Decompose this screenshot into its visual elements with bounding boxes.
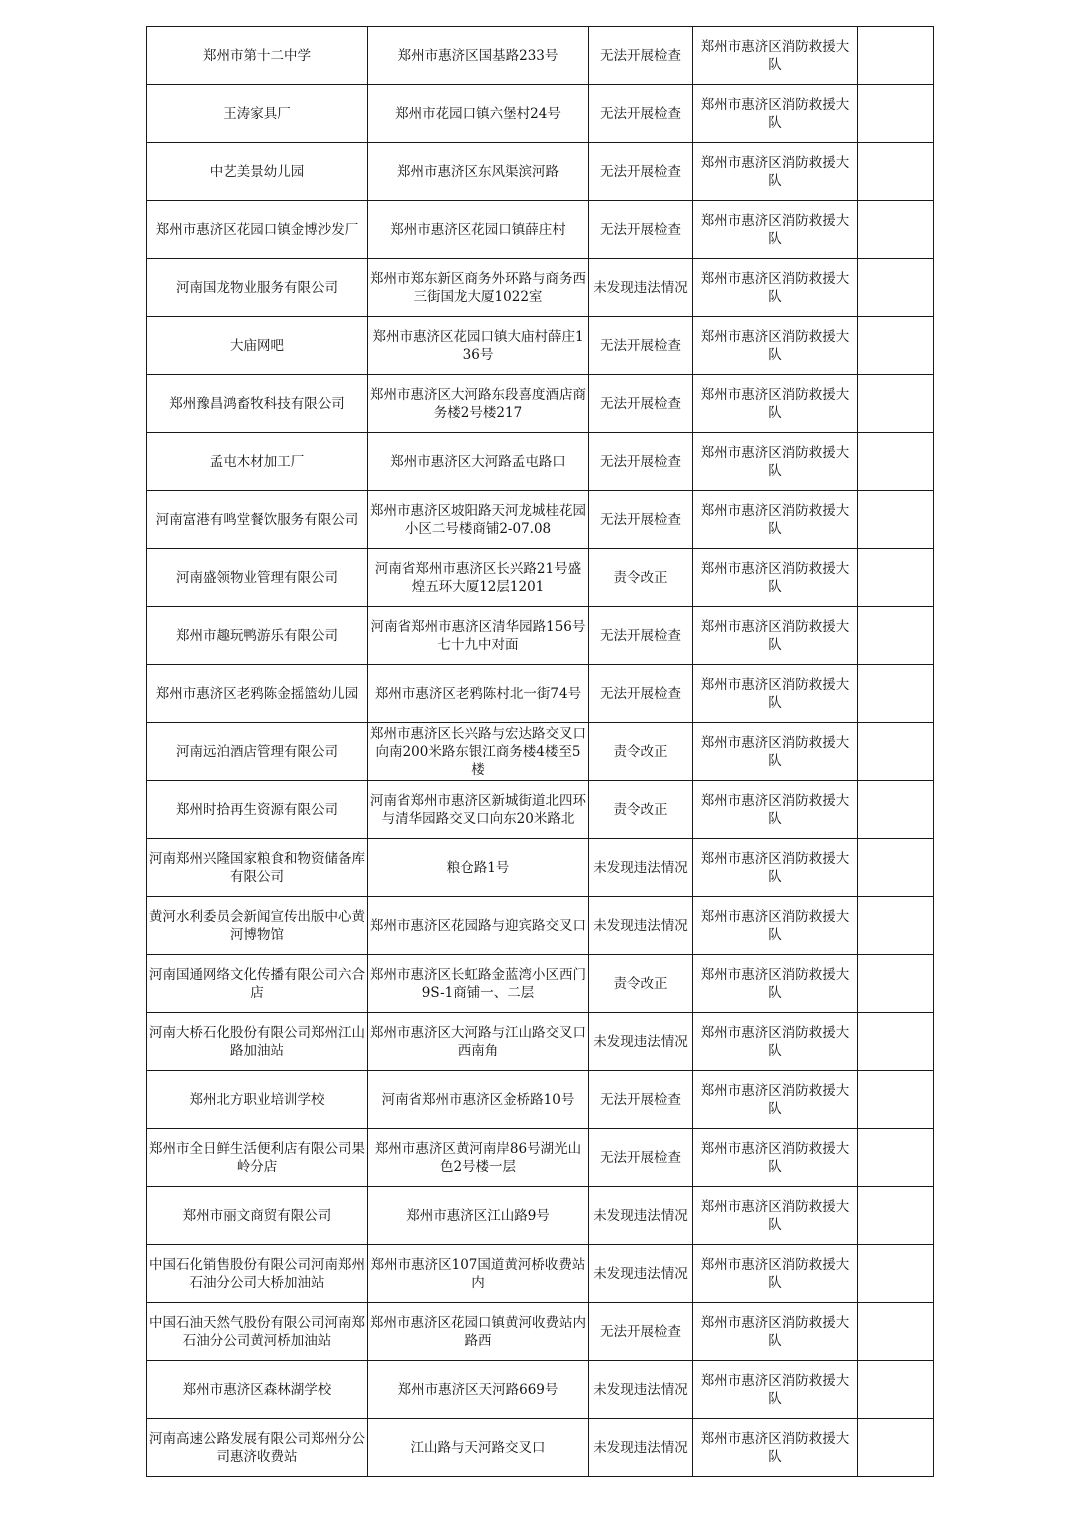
address-cell: 粮仓路1号 xyxy=(368,839,589,897)
table-row xyxy=(147,955,934,1013)
unit-name-cell: 王涛家具厂 xyxy=(147,85,368,143)
inspection-result-cell: 未发现违法情况 xyxy=(589,1187,693,1245)
note-cell xyxy=(858,27,934,85)
address-cell: 郑州市惠济区花园口镇黄河收费站内路西 xyxy=(368,1303,589,1361)
note-cell xyxy=(858,1245,934,1303)
table-row xyxy=(147,549,934,607)
inspection-result-cell: 无法开展检查 xyxy=(589,665,693,723)
table-row xyxy=(147,1361,934,1419)
note-cell xyxy=(858,839,934,897)
department-cell: 郑州市惠济区消防救援大队 xyxy=(693,433,858,491)
table-row xyxy=(147,143,934,201)
inspection-result-cell: 无法开展检查 xyxy=(589,27,693,85)
department-cell: 郑州市惠济区消防救援大队 xyxy=(693,491,858,549)
table-row xyxy=(147,1071,934,1129)
address-cell: 郑州市惠济区江山路9号 xyxy=(368,1187,589,1245)
note-cell xyxy=(858,665,934,723)
inspection-result-cell: 无法开展检查 xyxy=(589,607,693,665)
note-cell xyxy=(858,781,934,839)
inspection-result-cell: 无法开展检查 xyxy=(589,201,693,259)
address-cell: 河南省郑州市惠济区长兴路21号盛煌五环大厦12层1201 xyxy=(368,549,589,607)
department-cell: 郑州市惠济区消防救援大队 xyxy=(693,1419,858,1477)
unit-name-cell: 河南富港有鸣堂餐饮服务有限公司 xyxy=(147,491,368,549)
address-cell: 郑州市郑东新区商务外环路与商务西三街国龙大厦1022室 xyxy=(368,259,589,317)
department-cell: 郑州市惠济区消防救援大队 xyxy=(693,85,858,143)
unit-name-cell: 河南远泊酒店管理有限公司 xyxy=(147,723,368,781)
unit-name-cell: 河南国通网络文化传播有限公司六合店 xyxy=(147,955,368,1013)
department-cell: 郑州市惠济区消防救援大队 xyxy=(693,259,858,317)
table-row xyxy=(147,85,934,143)
table-row xyxy=(147,781,934,839)
inspection-result-cell: 未发现违法情况 xyxy=(589,839,693,897)
address-cell: 郑州市惠济区107国道黄河桥收费站内 xyxy=(368,1245,589,1303)
department-cell: 郑州市惠济区消防救援大队 xyxy=(693,1303,858,1361)
table-row xyxy=(147,491,934,549)
unit-name-cell: 郑州市全日鲜生活便利店有限公司果岭分店 xyxy=(147,1129,368,1187)
note-cell xyxy=(858,317,934,375)
address-cell: 河南省郑州市惠济区新城街道北四环与清华园路交叉口向东20米路北 xyxy=(368,781,589,839)
note-cell xyxy=(858,1303,934,1361)
inspection-result-cell: 责令改正 xyxy=(589,549,693,607)
unit-name-cell: 郑州市惠济区花园口镇金博沙发厂 xyxy=(147,201,368,259)
inspection-result-cell: 无法开展检查 xyxy=(589,85,693,143)
department-cell: 郑州市惠济区消防救援大队 xyxy=(693,665,858,723)
note-cell xyxy=(858,1071,934,1129)
address-cell: 郑州市花园口镇六堡村24号 xyxy=(368,85,589,143)
note-cell xyxy=(858,375,934,433)
note-cell xyxy=(858,897,934,955)
inspection-result-cell: 未发现违法情况 xyxy=(589,1361,693,1419)
department-cell: 郑州市惠济区消防救援大队 xyxy=(693,1013,858,1071)
note-cell xyxy=(858,201,934,259)
note-cell xyxy=(858,723,934,781)
address-cell: 郑州市惠济区东风渠滨河路 xyxy=(368,143,589,201)
address-cell: 郑州市惠济区老鸦陈村北一街74号 xyxy=(368,665,589,723)
note-cell xyxy=(858,1129,934,1187)
inspection-result-cell: 无法开展检查 xyxy=(589,491,693,549)
unit-name-cell: 中国石油天然气股份有限公司河南郑石油分公司黄河桥加油站 xyxy=(147,1303,368,1361)
table-row xyxy=(147,201,934,259)
table-row xyxy=(147,1013,934,1071)
inspection-result-cell: 责令改正 xyxy=(589,723,693,781)
address-cell: 河南省郑州市惠济区金桥路10号 xyxy=(368,1071,589,1129)
note-cell xyxy=(858,1187,934,1245)
inspection-result-cell: 责令改正 xyxy=(589,955,693,1013)
department-cell: 郑州市惠济区消防救援大队 xyxy=(693,1361,858,1419)
department-cell: 郑州市惠济区消防救援大队 xyxy=(693,839,858,897)
note-cell xyxy=(858,1419,934,1477)
unit-name-cell: 河南郑州兴隆国家粮食和物资储备库有限公司 xyxy=(147,839,368,897)
department-cell: 郑州市惠济区消防救援大队 xyxy=(693,781,858,839)
department-cell: 郑州市惠济区消防救援大队 xyxy=(693,955,858,1013)
inspection-result-cell: 未发现违法情况 xyxy=(589,259,693,317)
note-cell xyxy=(858,549,934,607)
department-cell: 郑州市惠济区消防救援大队 xyxy=(693,723,858,781)
department-cell: 郑州市惠济区消防救援大队 xyxy=(693,1129,858,1187)
note-cell xyxy=(858,491,934,549)
inspection-result-cell: 未发现违法情况 xyxy=(589,1419,693,1477)
unit-name-cell: 大庙网吧 xyxy=(147,317,368,375)
department-cell: 郑州市惠济区消防救援大队 xyxy=(693,375,858,433)
address-cell: 郑州市惠济区大河路孟屯路口 xyxy=(368,433,589,491)
address-cell: 郑州市惠济区坡阳路天河龙城桂花园小区二号楼商铺2-07.08 xyxy=(368,491,589,549)
unit-name-cell: 郑州豫昌鸿畜牧科技有限公司 xyxy=(147,375,368,433)
inspection-result-cell: 无法开展检查 xyxy=(589,375,693,433)
table-row xyxy=(147,1419,934,1477)
note-cell xyxy=(858,607,934,665)
unit-name-cell: 河南盛领物业管理有限公司 xyxy=(147,549,368,607)
department-cell: 郑州市惠济区消防救援大队 xyxy=(693,27,858,85)
department-cell: 郑州市惠济区消防救援大队 xyxy=(693,1071,858,1129)
unit-name-cell: 中国石化销售股份有限公司河南郑州石油分公司大桥加油站 xyxy=(147,1245,368,1303)
unit-name-cell: 郑州市趣玩鸭游乐有限公司 xyxy=(147,607,368,665)
unit-name-cell: 郑州时拾再生资源有限公司 xyxy=(147,781,368,839)
note-cell xyxy=(858,143,934,201)
table-row xyxy=(147,259,934,317)
table-row xyxy=(147,27,934,85)
inspection-result-cell: 责令改正 xyxy=(589,781,693,839)
address-cell: 郑州市惠济区长虹路金蓝湾小区西门9S-1商铺一、二层 xyxy=(368,955,589,1013)
table-row xyxy=(147,665,934,723)
inspection-result-cell: 无法开展检查 xyxy=(589,1129,693,1187)
address-cell: 郑州市惠济区花园路与迎宾路交叉口 xyxy=(368,897,589,955)
inspection-results-table xyxy=(146,26,934,1477)
table-row xyxy=(147,1245,934,1303)
address-cell: 郑州市惠济区花园口镇大庙村薛庄136号 xyxy=(368,317,589,375)
department-cell: 郑州市惠济区消防救援大队 xyxy=(693,897,858,955)
address-cell: 郑州市惠济区花园口镇薛庄村 xyxy=(368,201,589,259)
unit-name-cell: 郑州市丽文商贸有限公司 xyxy=(147,1187,368,1245)
table-row xyxy=(147,317,934,375)
inspection-result-cell: 未发现违法情况 xyxy=(589,1245,693,1303)
table-row xyxy=(147,839,934,897)
inspection-result-cell: 无法开展检查 xyxy=(589,433,693,491)
unit-name-cell: 郑州市惠济区森林湖学校 xyxy=(147,1361,368,1419)
unit-name-cell: 中艺美景幼儿园 xyxy=(147,143,368,201)
note-cell xyxy=(858,955,934,1013)
table-row xyxy=(147,1129,934,1187)
unit-name-cell: 河南高速公路发展有限公司郑州分公司惠济收费站 xyxy=(147,1419,368,1477)
address-cell: 郑州市惠济区黄河南岸86号湖光山色2号楼一层 xyxy=(368,1129,589,1187)
address-cell: 江山路与天河路交叉口 xyxy=(368,1419,589,1477)
unit-name-cell: 河南大桥石化股份有限公司郑州江山路加油站 xyxy=(147,1013,368,1071)
department-cell: 郑州市惠济区消防救援大队 xyxy=(693,317,858,375)
note-cell xyxy=(858,1361,934,1419)
table-row xyxy=(147,897,934,955)
note-cell xyxy=(858,85,934,143)
unit-name-cell: 郑州市惠济区老鸦陈金摇篮幼儿园 xyxy=(147,665,368,723)
table-row xyxy=(147,1303,934,1361)
inspection-result-cell: 无法开展检查 xyxy=(589,143,693,201)
address-cell: 郑州市惠济区国基路233号 xyxy=(368,27,589,85)
table-row xyxy=(147,433,934,491)
note-cell xyxy=(858,259,934,317)
department-cell: 郑州市惠济区消防救援大队 xyxy=(693,201,858,259)
table-row xyxy=(147,607,934,665)
department-cell: 郑州市惠济区消防救援大队 xyxy=(693,143,858,201)
table-row xyxy=(147,723,934,781)
department-cell: 郑州市惠济区消防救援大队 xyxy=(693,607,858,665)
department-cell: 郑州市惠济区消防救援大队 xyxy=(693,549,858,607)
inspection-result-cell: 未发现违法情况 xyxy=(589,1013,693,1071)
unit-name-cell: 黄河水利委员会新闻宣传出版中心黄河博物馆 xyxy=(147,897,368,955)
address-cell: 郑州市惠济区大河路东段喜度酒店商务楼2号楼217 xyxy=(368,375,589,433)
inspection-result-cell: 无法开展检查 xyxy=(589,317,693,375)
unit-name-cell: 河南国龙物业服务有限公司 xyxy=(147,259,368,317)
inspection-result-cell: 无法开展检查 xyxy=(589,1071,693,1129)
inspection-result-cell: 未发现违法情况 xyxy=(589,897,693,955)
address-cell: 河南省郑州市惠济区清华园路156号七十九中对面 xyxy=(368,607,589,665)
inspection-result-cell: 无法开展检查 xyxy=(589,1303,693,1361)
department-cell: 郑州市惠济区消防救援大队 xyxy=(693,1245,858,1303)
address-cell: 郑州市惠济区大河路与江山路交叉口西南角 xyxy=(368,1013,589,1071)
unit-name-cell: 孟屯木材加工厂 xyxy=(147,433,368,491)
address-cell: 郑州市惠济区天河路669号 xyxy=(368,1361,589,1419)
note-cell xyxy=(858,433,934,491)
table-row xyxy=(147,1187,934,1245)
address-cell: 郑州市惠济区长兴路与宏达路交叉口向南200米路东银江商务楼4楼至5楼 xyxy=(368,723,589,781)
department-cell: 郑州市惠济区消防救援大队 xyxy=(693,1187,858,1245)
unit-name-cell: 郑州北方职业培训学校 xyxy=(147,1071,368,1129)
table-row xyxy=(147,375,934,433)
note-cell xyxy=(858,1013,934,1071)
table-body xyxy=(147,27,934,1477)
unit-name-cell: 郑州市第十二中学 xyxy=(147,27,368,85)
